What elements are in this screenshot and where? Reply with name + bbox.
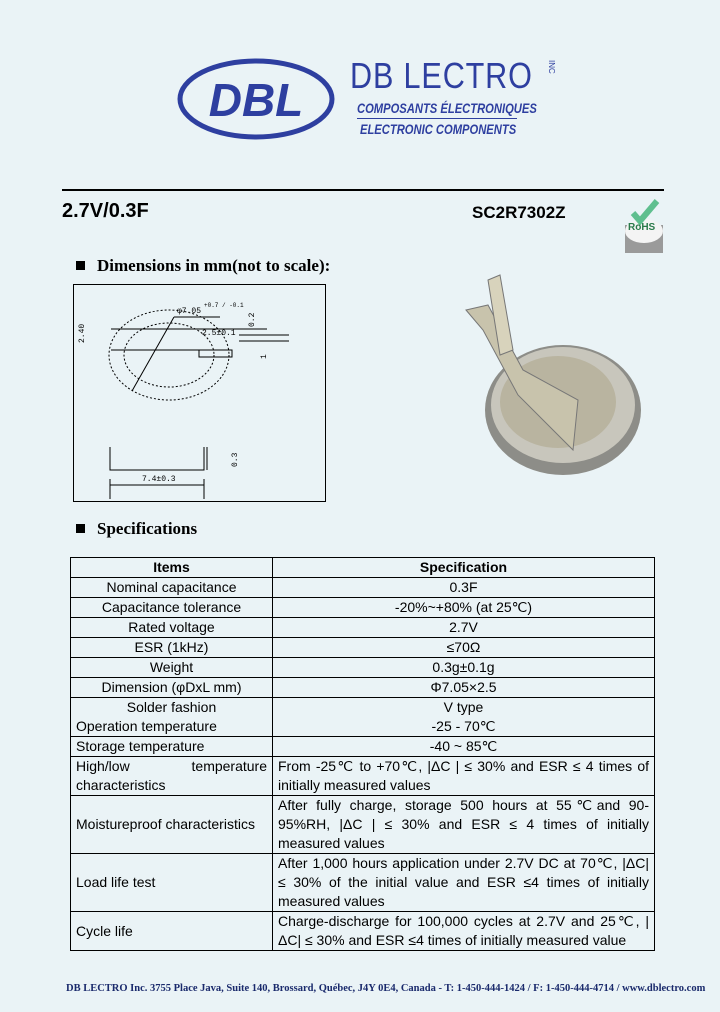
rohs-label: RoHS: [628, 222, 656, 233]
logo-text: DBL: [208, 74, 304, 126]
lead-width-label: 1: [260, 354, 269, 359]
table-row: Rated voltage 2.7V: [71, 618, 655, 638]
table-row: Moistureproof characteristics After fully charge, storage 500 hours at 55℃and 90-95%RH, |ΔC | ≤ 30% and ESR ≤ 4 times of initially measured values: [71, 796, 655, 854]
height-label: 2.40: [78, 323, 87, 343]
bullet-icon: [76, 261, 85, 270]
table-row: Dimension (φDxL mm) Φ7.05×2.5: [71, 678, 655, 698]
col-items: Items: [71, 558, 273, 578]
table-row: Weight 0.3g±0.1g: [71, 658, 655, 678]
length-label: 7.4±0.3: [142, 475, 176, 484]
col-spec: Specification: [273, 558, 655, 578]
table-row: Cycle life Charge-discharge for 100,000 cycles at 2.7V and 25℃, |ΔC| ≤ 30% and ESR ≤4 times of initially measured value: [71, 912, 655, 951]
header-rule: [62, 189, 664, 191]
brand-suffix: INC: [547, 60, 556, 74]
table-row: ESR (1kHz) ≤70Ω: [71, 638, 655, 658]
tagline-en: ELECTRONIC COMPONENTS: [360, 121, 517, 137]
thickness-label: 0.2: [248, 312, 257, 327]
table-row: High/low temperature characteristics From -25℃ to +70℃, |ΔC | ≤ 30% and ESR ≤ 4 times of initially measured values: [71, 757, 655, 796]
dimensions-heading: Dimensions in mm(not to scale):: [76, 256, 330, 276]
tagline-fr: COMPOSANTS ÉLECTRONIQUES: [357, 100, 537, 116]
table-row: Storage temperature -40 ~ 85℃: [71, 737, 655, 757]
rohs-badge: [623, 197, 665, 253]
part-number: SC2R7302Z: [472, 203, 566, 222]
specifications-table: [70, 557, 655, 951]
table-row: Solder fashion V type: [71, 698, 655, 718]
table-row: Load life test After 1,000 hours application under 2.7V DC at 70℃, |ΔC| ≤ 30% of the initial value and ESR ≤4 times of initially measured values: [71, 854, 655, 912]
table-header-row: [71, 558, 655, 578]
side-label: 0.3: [231, 452, 240, 467]
brand-name: DB LECTRO: [350, 55, 533, 96]
table-row: Operation temperature -25 - 70℃: [71, 717, 655, 737]
tagline-divider: [357, 118, 517, 119]
dbl-logo: [176, 56, 336, 142]
specifications-heading: Specifications: [76, 519, 197, 539]
footer-contact: DB LECTRO Inc. 3755 Place Java, Suite 140, Brossard, Québec, J4Y 0E4, Canada - T: 1-450-444-1424 / F: 1-450-444-4714 / www.dblectro.com: [66, 983, 706, 994]
dimension-drawing: [73, 284, 326, 502]
diameter-label: φ7.05: [177, 307, 202, 316]
table-row: Nominal capacitance 0.3F: [71, 578, 655, 598]
product-photo: [428, 270, 668, 510]
product-rating: 2.7V/0.3F: [62, 200, 149, 222]
diameter-tolerance-label: +0.7 / -0.1: [204, 302, 244, 309]
table-row: Capacitance tolerance -20%~+80% (at 25℃): [71, 598, 655, 618]
lead-length-label: 2.5±0.1: [202, 329, 236, 338]
bullet-icon: [76, 524, 85, 533]
